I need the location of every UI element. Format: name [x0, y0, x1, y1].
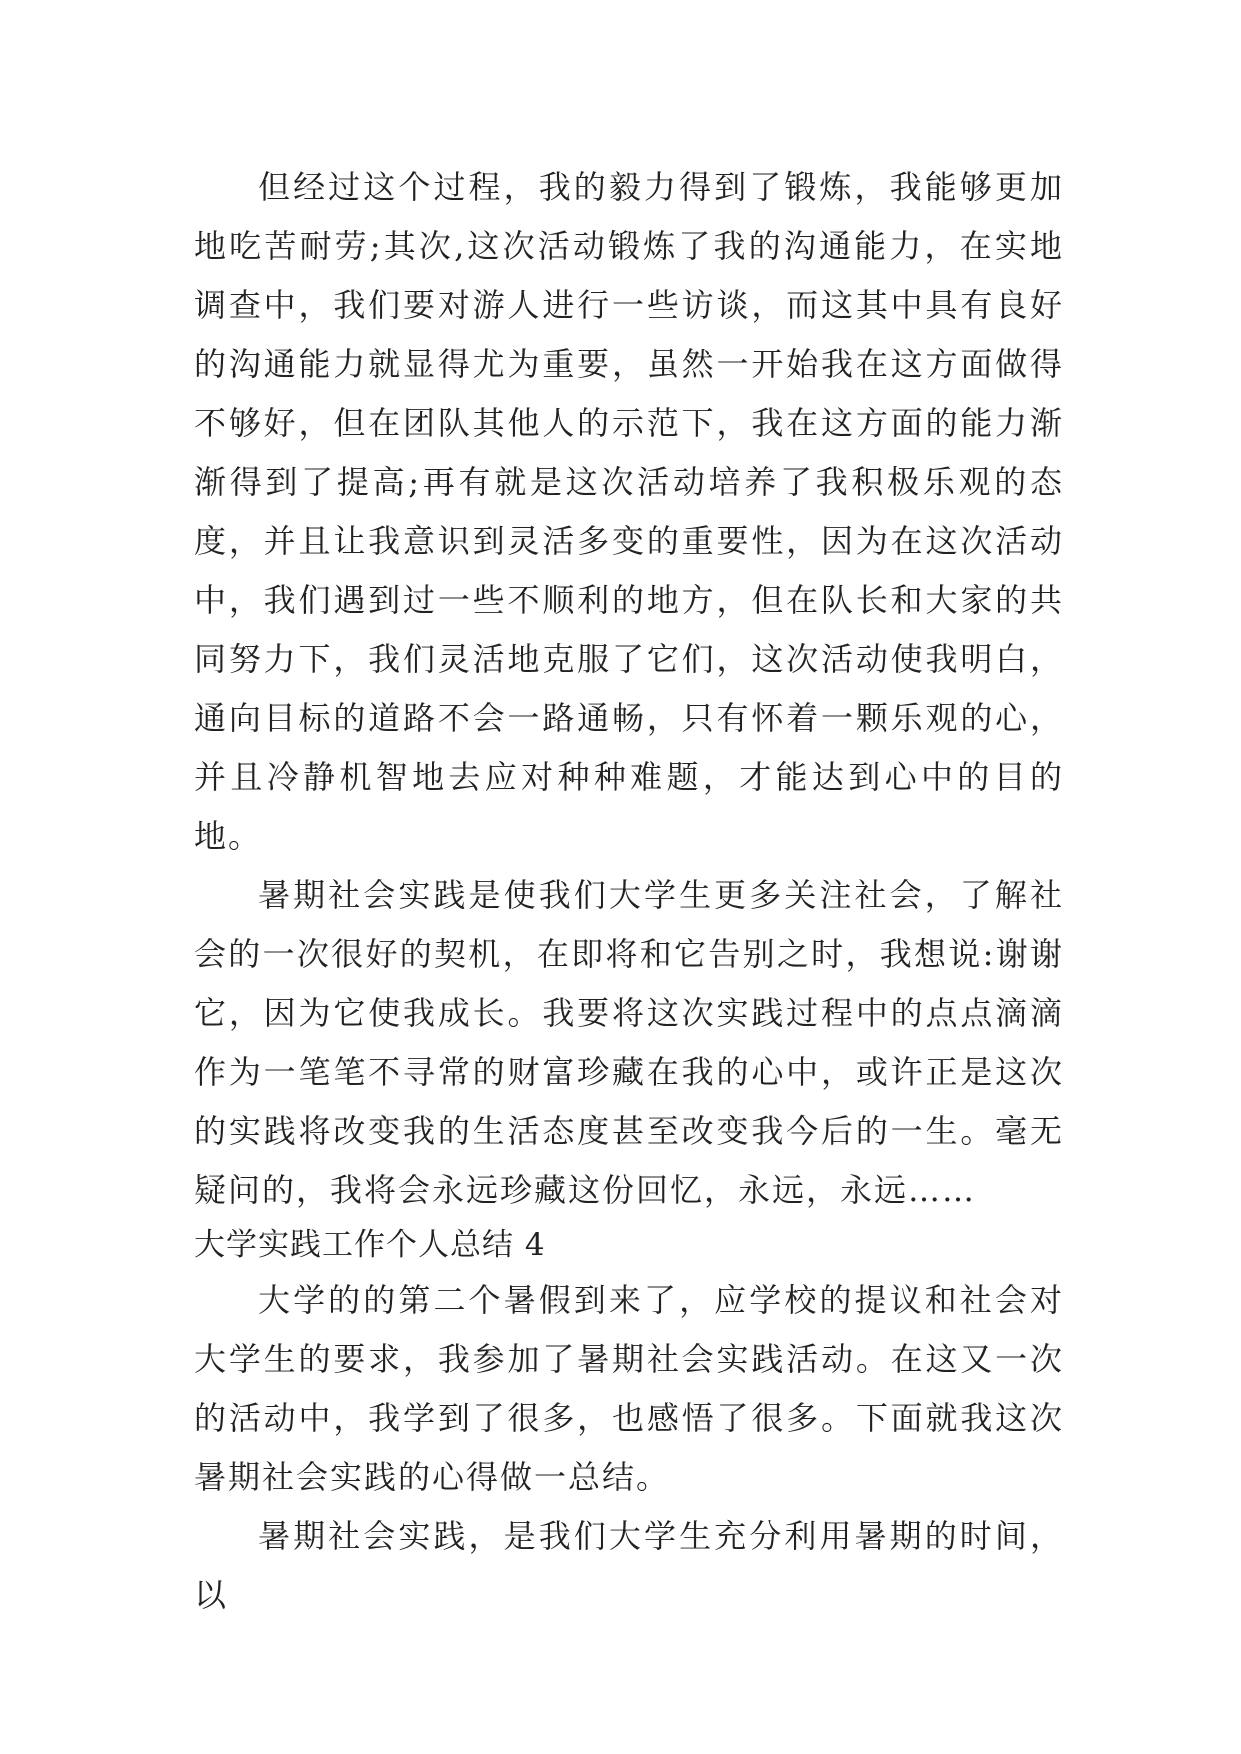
- body-text-bottom: [194, 1271, 1064, 1625]
- paragraph-summer-practice-definition: 暑期社会实践，是我们大学生充分利用暑期的时间，以: [194, 1517, 1064, 1614]
- paragraph-summer-practice-reflection: 暑期社会实践是使我们大学生更多关注社会，了解社会的一次很好的契机，在即将和它告别之时，我想说:谢谢它，因为它使我成长。我要将这次实践过程中的点点滴滴作为一笔笔不寻常的财富珍藏在我的心中，或许正是这次的实践将改变我的生活态度甚至改变我今后的一生。毫无疑问的，我将会永远珍藏这份回忆，永远，永远……: [194, 876, 1064, 1209]
- paragraph-perseverance: 但经过这个过程，我的毅力得到了锻炼，我能够更加地吃苦耐劳;其次,这次活动锻炼了我的沟通能力，在实地调查中，我们要对游人进行一些访谈，而这其中具有良好的沟通能力就显得尤为重要，虽然一开始我在这方面做得不够好，但在团队其他人的示范下，我在这方面的能力渐渐得到了提高;再有就是这次活动培养了我积极乐观的态度，并且让我意识到灵活多变的重要性，因为在这次活动中，我们遇到过一些不顺利的地方，但在队长和大家的共同努力下，我们灵活地克服了它们，这次活动使我明白，通向目标的道路不会一路通畅，只有怀着一颗乐观的心，并且冷静机智地去应对种种难题，才能达到心中的目的地。: [194, 168, 1064, 855]
- paragraph-second-summer: 大学的的第二个暑假到来了，应学校的提议和社会对大学生的要求，我参加了暑期社会实践活动。在这又一次的活动中，我学到了很多，也感悟了很多。下面就我这次暑期社会实践的心得做一总结。: [194, 1281, 1064, 1496]
- body-text-top: [194, 158, 1064, 1220]
- section-heading: 大学实践工作个人总结 4: [194, 1227, 546, 1263]
